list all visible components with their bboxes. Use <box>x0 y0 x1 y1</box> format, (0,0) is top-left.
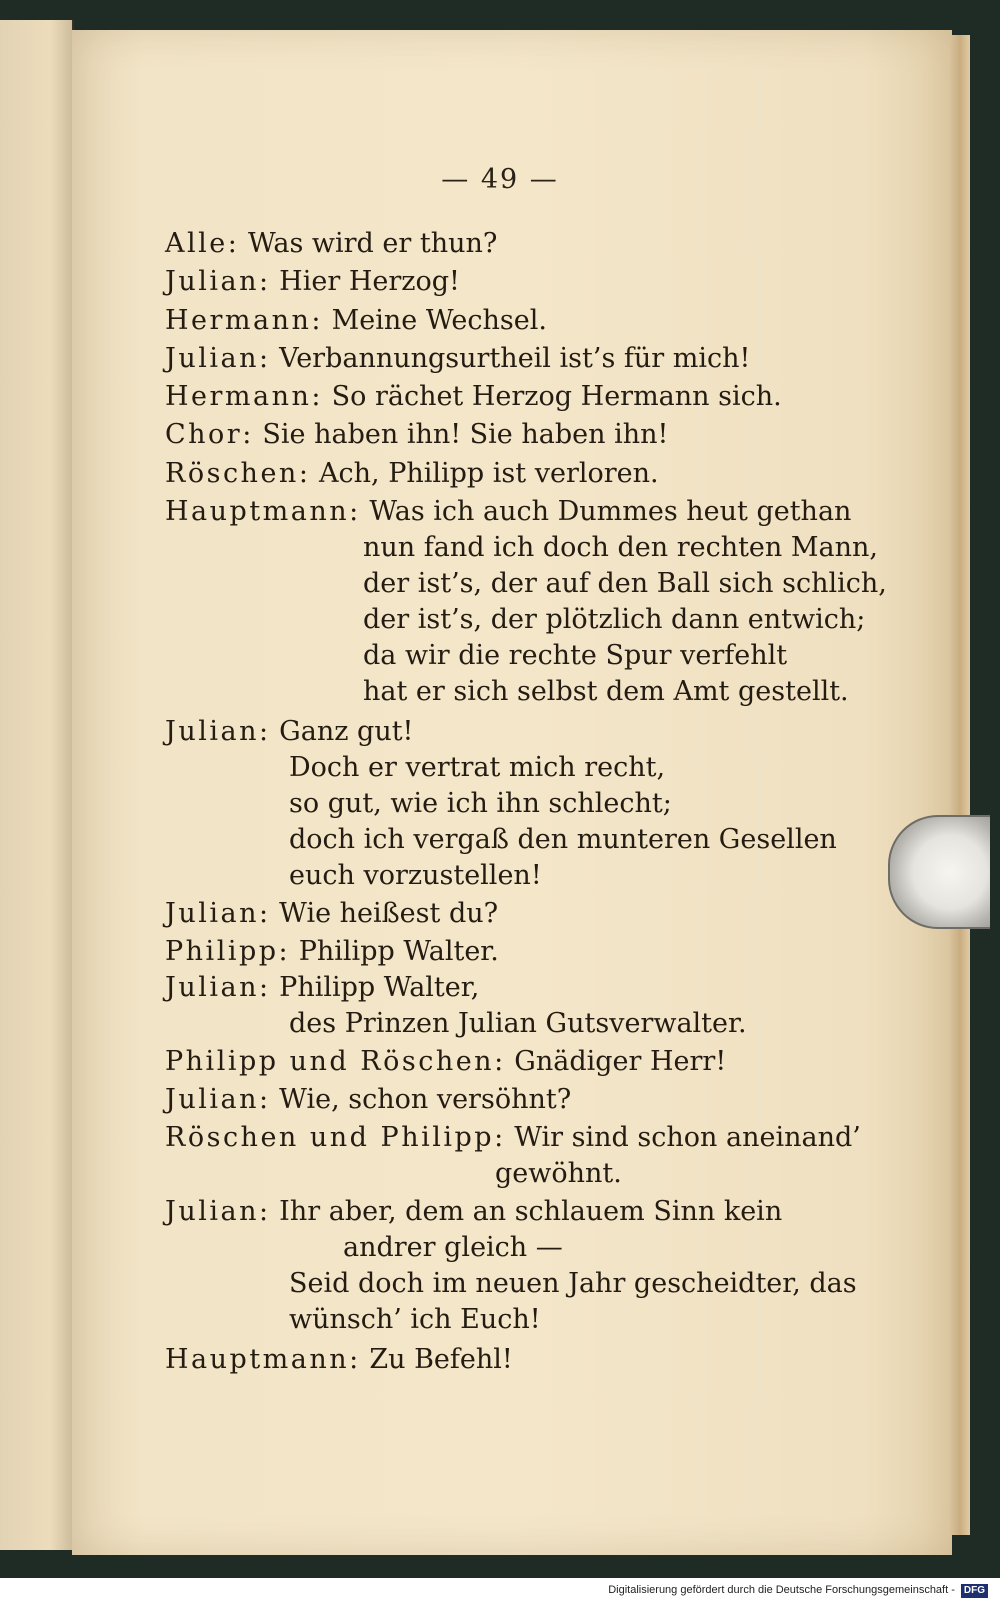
text-line <box>363 676 849 708</box>
line-text: hat er sich selbst dem Amt gestellt. <box>363 676 849 707</box>
speaker-name: Julian: <box>165 716 271 747</box>
line-text: Sie haben ihn! Sie haben ihn! <box>262 419 669 450</box>
text-line <box>165 381 782 413</box>
text-line <box>289 752 665 784</box>
line-text: Ganz gut! <box>279 716 414 747</box>
text-line <box>165 496 851 528</box>
text-line <box>363 604 865 636</box>
line-text: Philipp Walter. <box>298 936 499 967</box>
line-text: Wie heißest du? <box>279 898 499 929</box>
speaker-name: Röschen und Philipp: <box>165 1122 506 1153</box>
text-line <box>363 532 878 564</box>
speaker-name: Julian: <box>165 343 271 374</box>
text-line <box>495 1158 622 1190</box>
text-line <box>289 1268 857 1300</box>
text-line <box>343 1232 563 1264</box>
speaker-name: Julian: <box>165 1084 271 1115</box>
text-line <box>165 228 497 260</box>
line-text: Hier Herzog! <box>279 266 460 297</box>
line-text: Was ich auch Dummes heut gethan <box>369 496 852 527</box>
line-text: Doch er vertrat mich recht, <box>289 752 666 783</box>
text-line <box>165 972 479 1004</box>
dfg-logo: DFG <box>961 1584 988 1598</box>
line-text: doch ich vergaß den munteren Gesellen <box>289 824 837 855</box>
speaker-name: Julian: <box>165 1196 271 1227</box>
text-line <box>363 568 887 600</box>
line-text: da wir die rechte Spur verfehlt <box>363 640 788 671</box>
text-line <box>165 936 499 968</box>
line-text: Verbannungsurtheil ist’s für mich! <box>279 343 751 374</box>
speaker-name: Philipp und Röschen: <box>165 1046 506 1077</box>
footer-bar <box>0 1578 1000 1602</box>
line-text: So rächet Herzog Hermann sich. <box>331 381 782 412</box>
line-text: euch vorzustellen! <box>289 860 542 891</box>
line-text: andrer gleich — <box>343 1232 563 1263</box>
text-line <box>165 266 460 298</box>
text-line <box>289 1304 541 1336</box>
text-line <box>165 419 668 451</box>
text-line <box>289 824 837 856</box>
line-text: wünsch’ ich Euch! <box>289 1304 541 1335</box>
line-text: Gnädiger Herr! <box>514 1046 727 1077</box>
speaker-name: Hermann: <box>165 381 324 412</box>
line-text: des Prinzen Julian Gutsverwalter. <box>289 1008 747 1039</box>
speaker-name: Julian: <box>165 266 271 297</box>
line-text: nun fand ich doch den rechten Mann, <box>363 532 878 563</box>
speaker-name: Julian: <box>165 898 271 929</box>
text-line <box>363 640 787 672</box>
line-text: Wir sind schon aneinand’ <box>514 1122 861 1153</box>
line-text: Wie, schon versöhnt? <box>279 1084 572 1115</box>
text-line <box>165 1084 571 1116</box>
text-line <box>165 343 750 375</box>
page-number: — 49 — <box>441 164 559 195</box>
left-page-edge <box>0 20 74 1550</box>
line-text: der ist’s, der auf den Ball sich schlich, <box>363 568 887 599</box>
page-clip <box>888 815 990 929</box>
line-text: so gut, wie ich ihn schlecht; <box>289 788 672 819</box>
text-line <box>289 860 542 892</box>
speaker-name: Philipp: <box>165 936 291 967</box>
page-stack-edge <box>950 35 970 1535</box>
text-line <box>165 1196 782 1228</box>
line-text: der ist’s, der plötzlich dann entwich; <box>363 604 866 635</box>
line-text: Ach, Philipp ist verloren. <box>319 458 659 489</box>
line-text: Zu Befehl! <box>369 1344 513 1375</box>
text-line <box>289 1008 747 1040</box>
line-text: Was wird er thun? <box>247 228 498 259</box>
speaker-name: Chor: <box>165 419 254 450</box>
text-line <box>165 1344 513 1376</box>
text-line <box>289 788 672 820</box>
text-line <box>165 898 498 930</box>
speaker-name: Hauptmann: <box>165 1344 361 1375</box>
speaker-name: Röschen: <box>165 458 311 489</box>
line-text: Philipp Walter, <box>279 972 480 1003</box>
text-line <box>165 458 659 490</box>
line-text: Meine Wechsel. <box>331 305 547 336</box>
speaker-name: Alle: <box>165 228 240 259</box>
line-text: Ihr aber, dem an schlauem Sinn kein <box>279 1196 783 1227</box>
line-text: gewöhnt. <box>495 1158 622 1189</box>
text-line <box>165 305 547 337</box>
text-line <box>165 1122 861 1154</box>
speaker-name: Julian: <box>165 972 271 1003</box>
speaker-name: Hauptmann: <box>165 496 361 527</box>
text-line <box>165 716 413 748</box>
speaker-name: Hermann: <box>165 305 324 336</box>
line-text: Seid doch im neuen Jahr gescheidter, das <box>289 1268 857 1299</box>
footer-credit: Digitalisierung gefördert durch die Deutsche Forschungsgemeinschaft - <box>608 1584 955 1596</box>
text-line <box>165 1046 726 1078</box>
